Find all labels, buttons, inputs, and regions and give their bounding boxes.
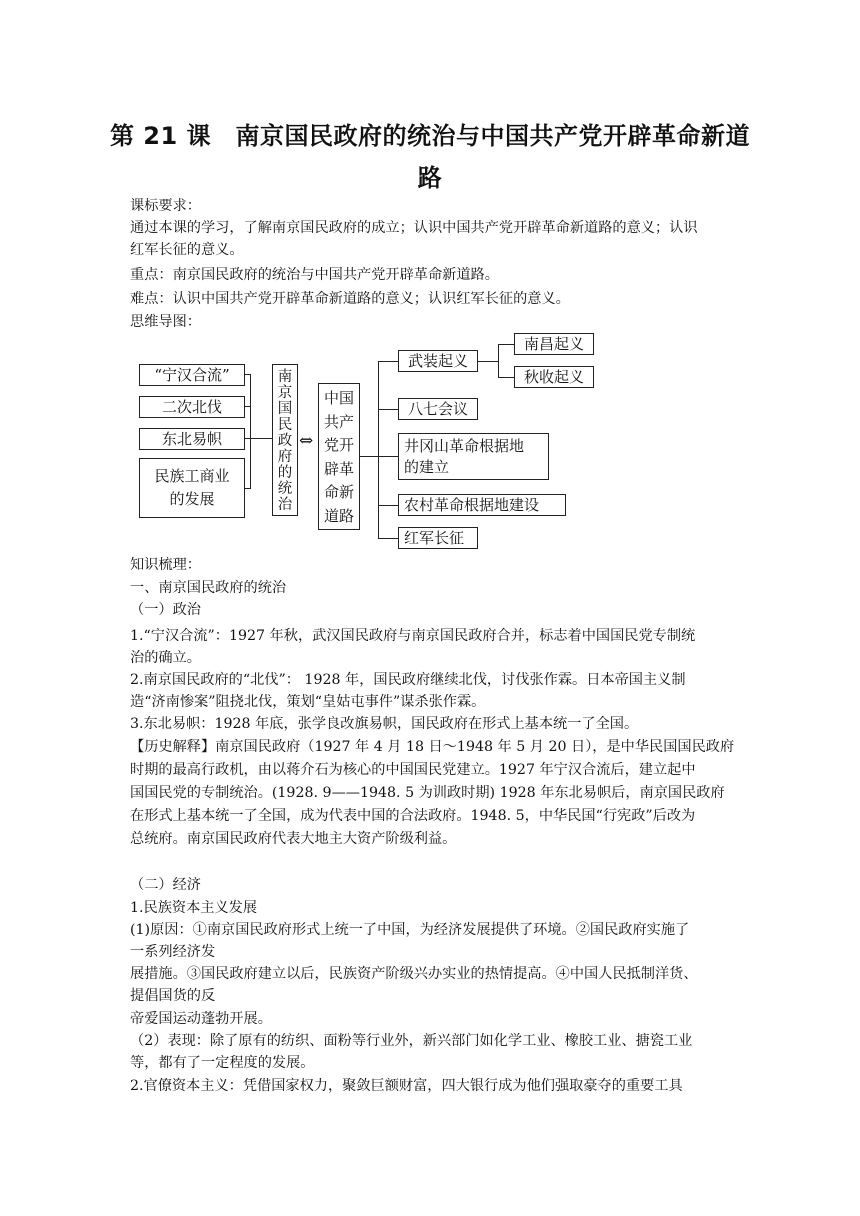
mm-left-tick-4 — [245, 488, 251, 489]
mm-left-item-4: 民族工商业的发展 — [139, 458, 245, 518]
section-1-heading: 一、南京国民政府的统治 — [130, 580, 287, 596]
body-line: 2.南京国民政府的“北伐”： 1928 年，国民政府继续北伐，讨伐张作霖。日本帝国主义制 — [130, 672, 686, 688]
mm-nanjing-char: 国 — [277, 401, 293, 417]
body-line: 3.东北易帜：1928 年底，张学良改旗易帜，国民政府在形式上基本统一了全国。 — [130, 716, 639, 732]
body-line: （2）表现：除了原有的纺织、面粉等行业外，新兴部门如化学工业、橡胶工业、搪瓷工业 — [130, 1033, 693, 1049]
mm-sub-tick-1 — [498, 344, 514, 345]
mm-nanjing-box — [272, 364, 298, 516]
history-explanation: 【历史解释】南京国民政府（1927 年 4 月 18 日～1948 年 5 月 20 日），是中华民国国民政府 — [130, 739, 735, 755]
mm-jinggangshan-line-1: 井冈山革命根据地 — [404, 437, 525, 455]
mm-qiushou-uprising: 秋收起义 — [514, 366, 594, 388]
body-line: 总统府。南京国民政府代表大地主大资产阶级利益。 — [130, 831, 457, 847]
mm-nanjing-char: 统 — [277, 481, 293, 497]
mm-ccp-line: 党开 — [323, 436, 354, 454]
mindmap-label: 思维导图： — [130, 314, 201, 330]
mm-nanjing-char: 民 — [277, 417, 293, 433]
mm-ccp-box — [318, 383, 360, 530]
body-line: 1.民族资本主义发展 — [130, 900, 258, 916]
mm-right-tick-1 — [378, 361, 398, 362]
mm-sub-join — [478, 361, 498, 362]
mm-right-join — [360, 456, 378, 457]
mm-left-bracket — [250, 374, 251, 488]
page-title-line-1: 第 21 课 南京国民政府的统治与中国共产党开辟革命新道 — [109, 122, 751, 150]
body-line: 提倡国货的反 — [130, 988, 216, 1004]
mm-right-tick-5 — [378, 538, 398, 539]
difficulty: 难点：认识中国共产党开辟革命新道路的意义；认识红军长征的意义。 — [130, 291, 570, 307]
subsection-politics: （一）政治 — [130, 602, 201, 618]
mm-jinggangshan-line-2: 的建立 — [404, 458, 450, 476]
body-line: 2.官僚资本主义：凭借国家权力，聚敛巨额财富，四大银行成为他们强取豪夺的重要工具 — [130, 1078, 683, 1094]
body-line: 国国民党的专制统治。(1928. 9——1948. 5 为训政时期) 1928 年东北易帜后，南京国民政府 — [130, 785, 725, 801]
mm-sub-bracket — [498, 344, 499, 377]
key-point: 重点：南京国民政府的统治与中国共产党开辟革命新道路。 — [130, 267, 499, 283]
mm-left-tick-1 — [245, 374, 251, 375]
section-knowledge: 知识梳理： — [130, 557, 201, 573]
mm-right-tick-4 — [378, 505, 398, 506]
mm-nanjing-char: 京 — [277, 385, 293, 401]
mm-nanjing-char: 的 — [277, 465, 293, 481]
mm-ccp-line: 道路 — [323, 506, 354, 525]
body-line: 造“济南惨案”阻挠北伐，策划“皇姑屯事件”谋杀张作霖。 — [130, 694, 486, 710]
mm-left-join — [250, 438, 272, 439]
body-line: 治的确立。 — [130, 650, 201, 666]
mm-nanjing-char: 府 — [277, 449, 293, 465]
body-line: 展措施。③国民政府建立以后，民族资产阶级兴办实业的热情提高。④中国人民抵制洋货、 — [130, 966, 698, 982]
mm-left-item-2: 二次北伐 — [139, 396, 245, 418]
mm-nanjing-char: 政 — [277, 433, 293, 449]
standard-label: 课标要求： — [130, 198, 201, 214]
body-line: 1.“宁汉合流”：1927 年秋，武汉国民政府与南京国民政府合并，标志着中国国民党专制统 — [130, 628, 696, 644]
body-line: 一系列经济发 — [130, 944, 216, 960]
mm-right-tick-3 — [378, 456, 398, 457]
mm-jinggangshan — [398, 433, 549, 480]
mm-sub-tick-2 — [498, 377, 514, 378]
mm-nanchang-uprising: 南昌起义 — [514, 333, 594, 355]
mm-long-march: 红军长征 — [398, 527, 478, 549]
body-line: 在形式上基本统一了全国，成为代表中国的合法政府。1948. 5，中华民国“行宪政”后改为 — [130, 808, 696, 824]
mm-double-arrow: ⇔ — [299, 431, 314, 451]
standard-text-2: 红军长征的意义。 — [130, 242, 244, 258]
mm-nanjing-char: 南 — [277, 369, 293, 385]
mm-nanjing-char: 治 — [277, 497, 293, 513]
mm-left-item-3: 东北易帜 — [139, 428, 245, 450]
mm-left-tick-2 — [245, 406, 251, 407]
body-line: (1)原因：①南京国民政府形式上统一了中国，为经济发展提供了环境。②国民政府实施了 — [130, 922, 690, 938]
body-line: 时期的最高行政机，由以蒋介石为核心的中国国民党建立。1927 年宁汉合流后，建立起中 — [130, 762, 696, 778]
mm-rural-base: 农村革命根据地建设 — [398, 494, 566, 516]
page-title-line-2: 路 — [417, 164, 443, 192]
mm-baqi-meeting: 八七会议 — [398, 398, 478, 420]
mm-ccp-line: 中国 — [323, 389, 354, 407]
mm-ccp-line: 辟革 — [323, 459, 354, 478]
mm-armed-uprising: 武装起义 — [398, 350, 478, 372]
mm-left-item-1: “宁汉合流” — [139, 364, 245, 386]
body-line: 帝爱国运动蓬勃开展。 — [130, 1011, 272, 1027]
mm-right-tick-2 — [378, 409, 398, 410]
mm-ccp-line: 命新 — [323, 483, 354, 501]
mm-ccp-line: 共产 — [323, 412, 354, 431]
standard-text-1: 通过本课的学习，了解南京国民政府的成立；认识中国共产党开辟革命新道路的意义；认识 — [130, 220, 698, 236]
subsection-economy: （二）经济 — [130, 877, 201, 893]
body-line: 等，都有了一定程度的发展。 — [130, 1055, 315, 1071]
mm-right-bracket — [378, 361, 379, 539]
